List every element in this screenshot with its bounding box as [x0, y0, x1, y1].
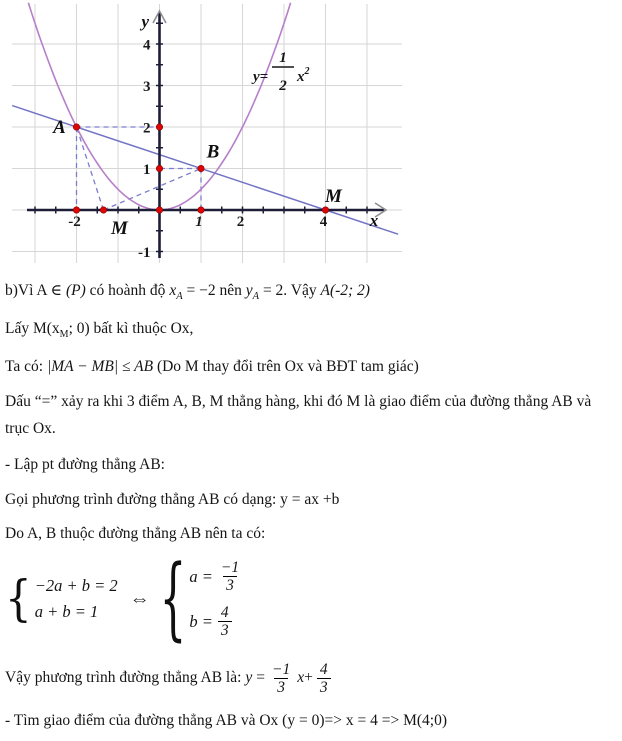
graph-figure: [0, 0, 412, 270]
text-run: +: [304, 669, 313, 686]
text-run: ; 0) bất kì thuộc Ox,: [68, 320, 194, 337]
fraction: [269, 661, 293, 696]
svg-text:-1: -1: [138, 245, 151, 261]
denominator: 3: [274, 678, 288, 696]
svg-text:x: x: [369, 211, 379, 230]
fraction: [317, 661, 331, 696]
numerator: −1: [220, 559, 240, 576]
equation: [189, 554, 242, 599]
math-run: (P): [66, 282, 86, 299]
math-var: x: [297, 669, 305, 686]
step-a-coordinates: [5, 278, 618, 304]
step-substitution-intro: Do A, B thuộc đường thẳng AB nên ta có:: [5, 525, 266, 542]
text-run: = 2. Vậy: [259, 282, 321, 299]
svg-text:2: 2: [236, 214, 245, 230]
system-left: [5, 570, 118, 627]
equation: [189, 599, 242, 644]
step-intersection: - Tìm giao điểm của đường thẳng AB và Ox (y = 0)=> x = 4 => M(4;0): [5, 712, 447, 729]
svg-text:y: y: [141, 12, 149, 31]
subscript: M: [59, 329, 69, 341]
numerator: 4: [319, 660, 328, 678]
svg-text:A: A: [53, 117, 66, 138]
svg-text:B: B: [206, 141, 220, 163]
fraction: [218, 559, 242, 594]
svg-text:-2: -2: [68, 214, 81, 230]
svg-text:2: 2: [143, 120, 151, 137]
math-run: A(-2; 2): [320, 282, 370, 299]
svg-text:1: 1: [143, 162, 151, 178]
text-run: (Do M thay đổi trên Ox và BĐT tam giác): [153, 358, 419, 375]
iff-symbol: ⇔: [129, 588, 150, 610]
text-run: = −2 nên: [182, 282, 246, 299]
svg-text:M: M: [325, 186, 342, 207]
svg-text:M: M: [111, 218, 128, 239]
equation: a + b = 1: [34, 602, 99, 621]
step-line-AB-form: Gọi phương trình đường thẳng AB có dạng: y = ax +b: [5, 491, 340, 508]
svg-text:2: 2: [279, 78, 287, 94]
svg-text:4: 4: [143, 37, 151, 54]
text-run: b)Vì A ∈: [5, 282, 66, 299]
text-run: =: [256, 669, 266, 686]
math-run: a =: [189, 566, 213, 586]
math-var: y: [245, 669, 253, 686]
svg-text:y=: y=: [253, 69, 269, 85]
equation: −2a + b = 2: [34, 576, 118, 595]
left-brace: {: [159, 545, 187, 651]
denominator: 3: [317, 678, 331, 696]
svg-text:1: 1: [279, 50, 287, 66]
numerator: −1: [272, 660, 291, 678]
step-line-AB-heading: - Lập pt đường thẳng AB:: [5, 456, 165, 473]
svg-text:3: 3: [143, 79, 151, 95]
math-run: |MA − MB| ≤ AB: [46, 358, 154, 375]
text-run: Ta có:: [5, 358, 47, 375]
step-take-point-M: [5, 316, 618, 342]
text-run: Dấu “=” xảy ra khi 3 điểm A, B, M thẳng hàng, khi đó M là giao điểm của đường thẳng AB và: [5, 393, 592, 410]
denominator: 3: [223, 576, 237, 594]
solution-text: [5, 278, 618, 734]
step-equality-condition: [5, 388, 618, 442]
fraction: [218, 604, 232, 639]
denominator: 3: [218, 621, 232, 639]
math-run: b =: [189, 611, 213, 631]
math-var: x: [169, 282, 177, 299]
numerator: 4: [220, 604, 229, 621]
svg-text:4: 4: [319, 214, 328, 230]
step-triangle-inequality: [5, 354, 618, 380]
step-line-AB-equation: [5, 654, 618, 702]
subscript: A: [252, 291, 260, 303]
math-var: y: [245, 282, 253, 299]
svg-text:x2: $x^2$: [297, 66, 310, 85]
subscript: A: [176, 291, 183, 303]
text-run: Vậy phương trình đường thẳng AB là:: [5, 669, 242, 686]
svg-text:1: 1: [195, 214, 203, 230]
text-run: trục Ox.: [5, 420, 56, 437]
text-run: Lấy M(x: [5, 320, 60, 337]
function-graph: [0, 0, 412, 270]
left-brace: {: [5, 570, 32, 627]
text-run: có hoành độ: [85, 282, 170, 299]
equation-system: [5, 545, 618, 651]
system-right: [159, 545, 242, 651]
